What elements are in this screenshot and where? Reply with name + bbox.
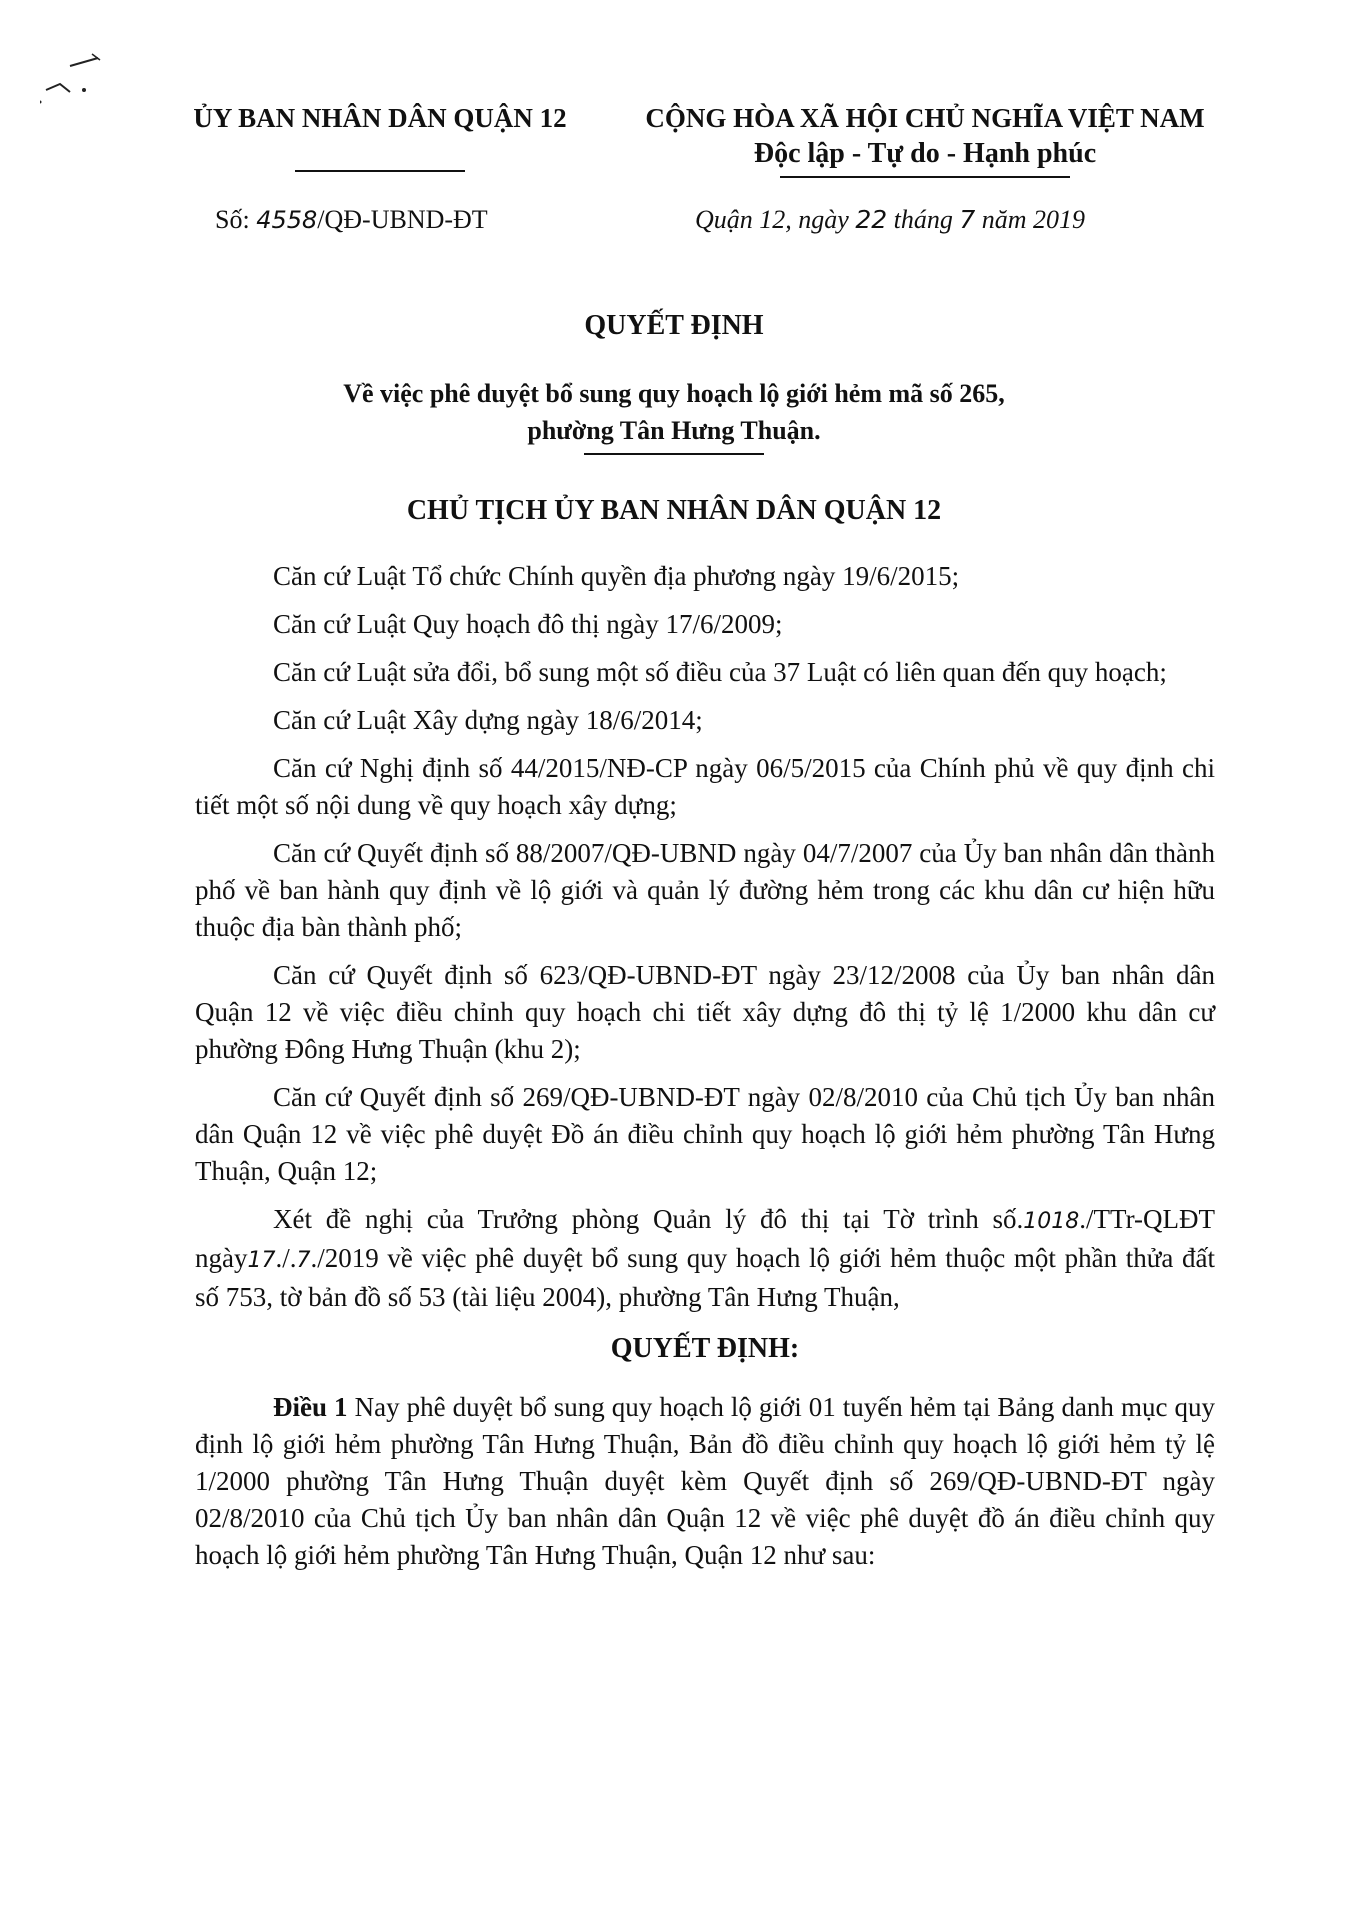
decision-heading: QUYẾT ĐỊNH:	[610, 1333, 800, 1364]
proposal-number-handwritten: 1018	[1023, 1209, 1080, 1234]
national-title-block	[600, 100, 1250, 178]
document-body	[195, 558, 1215, 1585]
date-suffix: năm 2019	[975, 205, 1086, 234]
document-header	[0, 100, 1348, 250]
article-1	[195, 1389, 1215, 1574]
proposal-month-handwritten: 7	[296, 1248, 311, 1273]
document-subject	[0, 375, 1348, 455]
issuer-block	[170, 100, 590, 172]
doc-number-suffix: /QĐ-UBND-ĐT	[317, 205, 488, 234]
legal-basis-2: Căn cứ Luật Quy hoạch đô thị ngày 17/6/2009;	[273, 609, 783, 639]
document-title: QUYẾT ĐỊNH	[584, 310, 764, 341]
article-1-label: Điều 1	[273, 1392, 348, 1422]
country-name: CỘNG HÒA XÃ HỘI CHỦ NGHĨA VIỆT NAM	[645, 103, 1205, 133]
legal-basis-7: Căn cứ Quyết định số 623/QĐ-UBND-ĐT ngày 23/12/2008 của Ủy ban nhân dân Quận 12 về việc điều chỉnh quy hoạch chi tiết xây dựng đô thị tỷ lệ 1/2000 khu dân cư phường Đông Hưng Thuận (khu 2);	[195, 960, 1215, 1064]
proposal-day-handwritten: 17	[247, 1248, 276, 1273]
proposal-text-4: ./2019 về việc phê duyệt bổ sung quy hoạch lộ giới hẻm thuộc một phần thửa đất số 753, tờ bản đồ số 53 (tài liệu 2004), phường Tân Hưng Thuận,	[195, 1243, 1215, 1312]
motto-underline	[780, 176, 1070, 178]
proposal-text-2: ./TTr-QLĐT ngày	[195, 1204, 1215, 1273]
subject-underline	[584, 453, 764, 455]
national-motto: Độc lập - Tự do - Hạnh phúc	[753, 138, 1097, 169]
legal-basis-5: Căn cứ Nghị định số 44/2015/NĐ-CP ngày 06/5/2015 của Chính phủ về quy định chi tiết một số nội dung về quy hoạch xây dựng;	[195, 753, 1215, 820]
proposal-text-1: Xét đề nghị của Trưởng phòng Quản lý đô thị tại Tờ trình số.	[273, 1204, 1024, 1234]
legal-basis-1: Căn cứ Luật Tổ chức Chính quyền địa phương ngày 19/6/2015;	[273, 561, 960, 591]
article-1-text: Nay phê duyệt bổ sung quy hoạch lộ giới 01 tuyến hẻm tại Bảng danh mục quy định lộ giới hẻm phường Tân Hưng Thuận, Bản đồ điều chỉnh quy hoạch lộ giới hẻm tỷ lệ 1/2000 phường Tân Hưng Thuận duyệt kèm Quyết định số 269/QĐ-UBND-ĐT ngày 02/8/2010 của Chủ tịch Ủy ban nhân dân Quận 12 về việc phê duyệt đồ án điều chỉnh quy hoạch lộ giới hẻm phường Tân Hưng Thuận, Quận 12 như sau:	[195, 1392, 1216, 1570]
legal-basis-4: Căn cứ Luật Xây dựng ngày 18/6/2014;	[273, 705, 703, 735]
scan-artifact-mark	[40, 46, 110, 106]
date-prefix: Quận 12, ngày	[695, 205, 856, 234]
date-mid: tháng	[887, 205, 960, 234]
legal-basis-8: Căn cứ Quyết định số 269/QĐ-UBND-ĐT ngày 02/8/2010 của Chủ tịch Ủy ban nhân dân Quận 12 về việc phê duyệt Đồ án điều chỉnh quy hoạch lộ giới hẻm phường Tân Hưng Thuận, Quận 12;	[195, 1082, 1215, 1186]
subject-line-2: phường Tân Hưng Thuận.	[527, 416, 821, 445]
authority-heading: CHỦ TỊCH ỦY BAN NHÂN DÂN QUẬN 12	[406, 495, 942, 526]
issuer-underline	[295, 170, 465, 172]
date-month-handwritten: 7	[959, 205, 976, 234]
date-day-handwritten: 22	[855, 205, 888, 234]
doc-number-handwritten: 4558	[256, 206, 318, 234]
document-number	[215, 205, 488, 235]
doc-number-prefix: Số:	[215, 205, 257, 234]
issuer-name: ỦY BAN NHÂN DÂN QUẬN 12	[193, 103, 567, 133]
legal-basis-6: Căn cứ Quyết định số 88/2007/QĐ-UBND ngày 04/7/2007 của Ủy ban nhân dân thành phố về ban hành quy định về lộ giới và quản lý đường hẻm trong các khu dân cư hiện hữu thuộc địa bàn thành phố;	[195, 838, 1215, 942]
document-date	[695, 205, 1085, 235]
proposal-text-3: ./.	[275, 1243, 297, 1273]
subject-line-1: Về việc phê duyệt bổ sung quy hoạch lộ giới hẻm mã số 265,	[343, 379, 1005, 408]
legal-basis-3: Căn cứ Luật sửa đổi, bổ sung một số điều của 37 Luật có liên quan đến quy hoạch;	[273, 657, 1167, 687]
proposal-paragraph	[195, 1201, 1215, 1316]
